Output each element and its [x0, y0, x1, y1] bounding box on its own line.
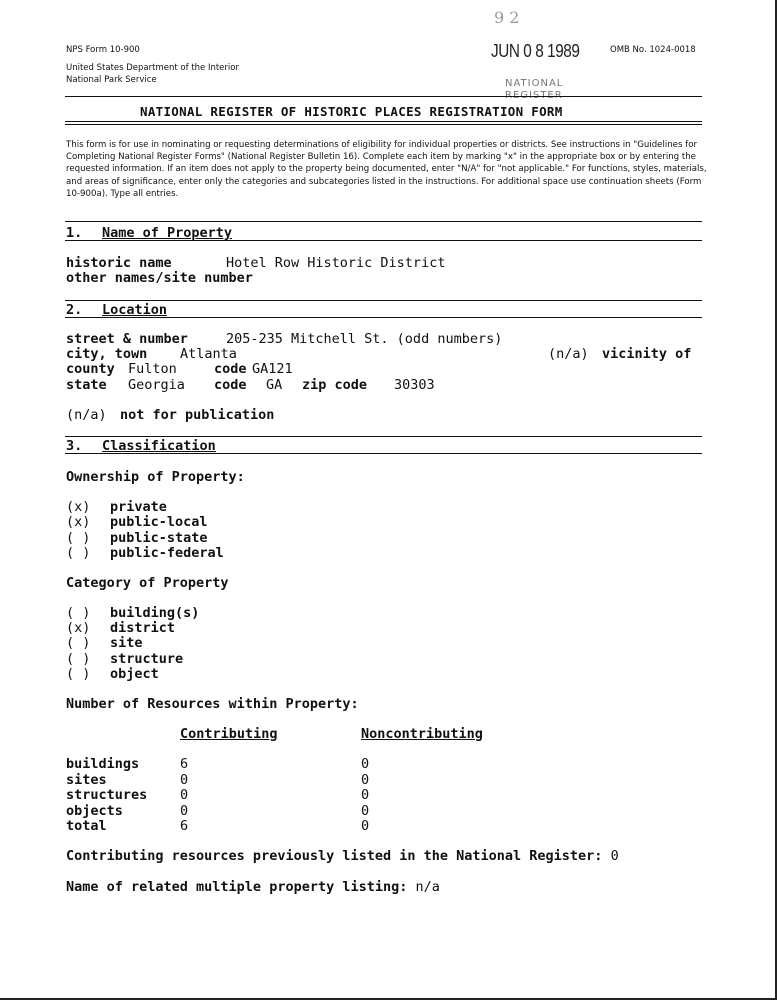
county-code-value: GA121 [252, 361, 293, 377]
category-item-structure [66, 651, 199, 666]
received-date-stamp: JUN 0 8 1989 [491, 41, 580, 61]
option-label: public-local [110, 514, 208, 531]
category-item-object [66, 666, 199, 681]
section-1-heading [66, 225, 232, 241]
historic-name-label: historic name [66, 255, 172, 271]
ownership-heading: Ownership of Property: [66, 469, 245, 485]
option-label: private [110, 499, 167, 515]
table-row [66, 803, 426, 819]
row-label: total [66, 818, 107, 834]
option-label: object [110, 665, 159, 682]
county-value: Fulton [128, 361, 177, 377]
agency-line-2: National Park Service [66, 75, 157, 85]
row-label: objects [66, 802, 123, 819]
table-row [66, 787, 426, 803]
checkbox-mark: ( ) [66, 605, 91, 621]
option-label: building(s) [110, 605, 200, 621]
county-label: county [66, 361, 115, 377]
state-code-value: GA [266, 377, 283, 393]
checkbox-mark: (x) [66, 514, 91, 531]
publication-mark: (n/a) [66, 407, 107, 423]
ownership-item-public-federal [66, 545, 224, 560]
option-label: structure [110, 650, 184, 667]
section-3-number: 3. [66, 438, 83, 454]
table-row [66, 756, 426, 772]
row-label: buildings [66, 756, 140, 772]
checkbox-mark: (x) [66, 499, 91, 515]
contributing-count: 6 [180, 818, 189, 834]
multiple-listing-value: n/a [415, 879, 440, 895]
option-label: district [110, 620, 176, 637]
contributing-count: 0 [180, 771, 189, 788]
contributing-count: 0 [180, 787, 189, 803]
section-3-rule-top [65, 436, 702, 437]
contributing-count: 0 [180, 802, 189, 819]
resources-heading: Number of Resources within Property: [66, 696, 359, 712]
ownership-item-private [66, 499, 224, 514]
state-label: state [66, 377, 107, 393]
form-number: NPS Form 10-900 [66, 45, 140, 55]
category-heading: Category of Property [66, 575, 229, 591]
resources-table [66, 756, 426, 834]
zip-label: zip code [302, 377, 368, 393]
checkbox-mark: ( ) [66, 650, 91, 667]
row-label: structures [66, 787, 148, 803]
category-item-buildings [66, 605, 199, 620]
section-3-rule-bottom [65, 453, 702, 454]
section-2-rule-bottom [65, 317, 702, 318]
omb-number: OMB No. 1024-0018 [610, 45, 696, 55]
form-title: NATIONAL REGISTER OF HISTORIC PLACES REGISTRATION FORM [140, 104, 563, 119]
category-list [66, 605, 199, 681]
ownership-item-public-state [66, 530, 224, 545]
contributing-count: 6 [180, 756, 189, 772]
section-3-heading [66, 438, 216, 454]
checkbox-mark: ( ) [66, 665, 91, 682]
historic-name-value: Hotel Row Historic District [226, 255, 446, 271]
city-label: city, town [66, 346, 148, 362]
option-label: public-state [110, 529, 208, 546]
noncontributing-count: 0 [361, 802, 370, 819]
state-code-label: code [214, 377, 247, 393]
noncontributing-count: 0 [361, 787, 370, 803]
option-label: site [110, 635, 143, 652]
previously-listed-label: Contributing resources previously listed in the National Register: [66, 848, 603, 864]
checkbox-mark: ( ) [66, 529, 91, 546]
header-rule [65, 96, 702, 97]
category-item-district [66, 620, 199, 635]
handwritten-note: 9 2 [494, 8, 520, 27]
other-names-label: other names/site number [66, 270, 253, 286]
checkbox-mark: ( ) [66, 635, 91, 652]
section-1-number: 1. [66, 225, 83, 241]
multiple-listing-line [66, 879, 440, 895]
row-label: sites [66, 771, 107, 788]
county-code-label: code [214, 361, 247, 377]
city-value: Atlanta [180, 346, 237, 362]
section-2-number: 2. [66, 302, 83, 318]
section-2-title: Location [102, 302, 168, 318]
section-1-rule-bottom [65, 240, 702, 241]
vicinity-mark: (n/a) [548, 346, 589, 362]
previously-listed-value: 0 [610, 848, 619, 864]
previously-listed-line [66, 848, 619, 864]
noncontributing-count: 0 [361, 818, 370, 834]
publication-label: not for publication [120, 407, 275, 423]
state-value: Georgia [128, 377, 185, 393]
checkbox-mark: (x) [66, 620, 91, 637]
noncontributing-count: 0 [361, 756, 370, 772]
section-1-rule-top [65, 221, 702, 222]
category-item-site [66, 635, 199, 650]
zip-value: 30303 [394, 377, 435, 393]
checkbox-mark: ( ) [66, 544, 91, 561]
stamp-label-register: REGISTER [505, 90, 563, 98]
multiple-listing-label: Name of related multiple property listing: [66, 879, 408, 895]
table-row [66, 772, 426, 788]
title-rule-bottom [65, 124, 702, 125]
instructions-paragraph: This form is for use in nominating or requesting determinations of eligibility for individual properties or districts. See instructions in "Guidelines for Completing National Register Forms" (National Register Bulletin 16). Complete each item by marking "x" in the appropriate box or by entering the requested information. If an item does not apply to the property being documented, enter "N/A" for "not applicable." For functions, styles, materials, and areas of significance, enter only the categories and subcategories listed in the instructions. For additional space use continuation sheets (Form 10-900a). Type all entries. [66, 140, 707, 199]
noncontributing-count: 0 [361, 771, 370, 788]
table-row [66, 818, 426, 834]
street-label: street & number [66, 331, 188, 347]
section-3-title: Classification [102, 438, 216, 454]
section-2-heading [66, 302, 167, 318]
column-header-contributing: Contributing [180, 726, 278, 742]
column-header-noncontributing: Noncontributing [361, 726, 483, 742]
ownership-list [66, 499, 224, 560]
section-1-title: Name of Property [102, 225, 233, 241]
title-rule-top [65, 121, 702, 122]
option-label: public-federal [110, 544, 224, 561]
section-2-rule-top [65, 300, 702, 301]
agency-line-1: United States Department of the Interior [66, 63, 239, 73]
vicinity-label: vicinity of [602, 346, 692, 362]
street-value: 205-235 Mitchell St. (odd numbers) [226, 331, 503, 347]
ownership-item-public-local [66, 514, 224, 529]
stamp-label-national: NATIONAL [505, 78, 564, 89]
